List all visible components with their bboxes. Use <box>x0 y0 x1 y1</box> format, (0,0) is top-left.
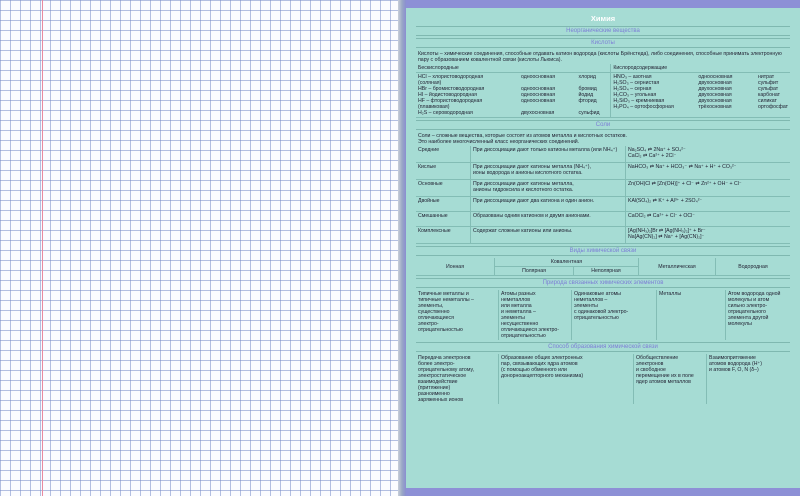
salt-formula: [Ag(NH₃)₂]Br ⇄ [Ag(NH₃)₂]⁺ + Br⁻ Na[Ag(CN)₂] ⇄ Na⁺ + [Ag(CN)₂]⁻ <box>626 227 791 244</box>
nature-polar: Атомы разных неметаллов или металла и неметалла – элементы несущественно отличающиеся электро- отрицательностью <box>499 290 572 340</box>
formation-heading: Способ образования химической связи <box>416 342 790 352</box>
salt-formula: Na₂SO₄ ⇄ 2Na⁺ + SO₄²⁻ CaCl₂ ⇄ Ca²⁺ + 2Cl⁻ <box>626 146 791 163</box>
acids-definition: Кислоты – химические соединения, способные отдавать катион водорода (кислоты Брёнстеда), либо соединения, способные принимать электронную пару с образованием ковалентной связи (кислоты Льюиса). <box>418 51 782 63</box>
metallic-label: Металлическая <box>639 258 716 276</box>
nonpolar-label: Неполярная <box>574 267 639 276</box>
nature-ionic: Типичные металлы и типичные неметаллы – элементы, существенно отличающиеся электро- отрицательностью <box>418 291 474 333</box>
nature-table <box>416 290 790 340</box>
nature-hydrogen: Атом водорода одной молекулы и атом сильно электро- отрицательного элемента другой молекулы <box>726 290 791 340</box>
salt-formula: NaHCO₃ ⇄ Na⁺ + HCO₃⁻ ⇄ Na⁺ + H⁺ + CO₃²⁻ <box>626 163 791 180</box>
formation-hydrogen: Взаимопритяжение атомов водорода (H⁺) и атомов F, O, N (δ–) <box>707 354 791 404</box>
reference-cover <box>406 0 800 496</box>
salt-type: Двойные <box>416 197 471 212</box>
acids-heading: Кислоты <box>416 38 790 48</box>
cover-top-strip <box>406 0 800 8</box>
salt-formula: Zn(OH)Cl ⇄ [Zn(OH)]⁺ + Cl⁻ ⇄ Zn²⁺ + OH⁻ + Cl⁻ <box>626 180 791 197</box>
salt-row <box>416 197 790 212</box>
salt-row <box>416 227 790 244</box>
salts-heading: Соли <box>416 120 790 130</box>
oxygen-free-salts: хлорид бромид йодид фторид сульфид <box>577 73 611 118</box>
salt-desc: При диссоциации дают только катионы металла (или NH₄⁺) <box>471 146 626 163</box>
oxygen-basicity: одноосновная двухосновная двухосновная двухосновная двухосновная трёхосновная <box>696 73 756 118</box>
salt-row <box>416 180 790 197</box>
oxygen-salts: нитрат сульфит сульфат карбонат силикат ортофосфат <box>756 73 790 118</box>
salt-desc: Содержат сложные катионы или анионы. <box>471 227 626 244</box>
hydrogen-label: Водородная <box>716 258 791 276</box>
acids-table <box>416 64 790 118</box>
polar-label: Полярная <box>495 267 574 276</box>
salt-type: Смешанные <box>416 212 471 227</box>
salt-formula: CaOCl₂ ⇄ Ca²⁺ + Cl⁻ + OCl⁻ <box>626 212 791 227</box>
salt-type: Кислые <box>416 163 471 180</box>
salt-desc: Образованы одним катионом и двумя анионами. <box>471 212 626 227</box>
nature-heading: Природа связанных химических элементов <box>416 278 790 288</box>
salt-row <box>416 163 790 180</box>
nature-nonpolar: Одинаковые атомы неметаллов – элементы с одинаковой электро- отрицательностью <box>572 290 657 340</box>
notebook-spine <box>398 0 406 496</box>
oxygen-free-label: Бескислородные <box>416 64 611 73</box>
salt-formula: KAl(SO₄)₂ ⇄ K⁺ + Al³⁺ + 2SO₄²⁻ <box>626 197 791 212</box>
oxygen-free-names: HCl – хлористоводородная (соляная) HBr – бромистоводородная HI – йодистоводородная HF – фтористоводородная (плавиковая) H₂S – сероводородная <box>416 73 519 118</box>
salt-type: Основные <box>416 180 471 197</box>
salt-desc: При диссоциации дают катионы металла, анионы гидроксила и кислотного остатка. <box>471 180 626 197</box>
formation-covalent: Образование общих электронных пар, связывающих ядра атомов (с помощью обменного или донорноакцепторного механизма) <box>499 354 634 404</box>
formation-metallic: Обобществление электронов и свободное перемещение их в поле ядер атомов металлов <box>634 354 707 404</box>
bonds-heading: Виды химической связи <box>416 246 790 256</box>
salts-definition: Соли – сложные вещества, которые состоят из атомов металла и кислотных остатков. Это наиболее многочисленный класс неорганических соединений. <box>418 133 627 145</box>
salt-row <box>416 146 790 163</box>
oxygen-free-basicity: одноосновная одноосновная одноосновная одноосновная двухосновная <box>519 73 577 118</box>
salt-desc: При диссоциации дают катионы металла (NH₄⁺), ионы водорода и анионы кислотного остатка. <box>471 163 626 180</box>
inorganic-heading: Неорганические вещества <box>416 26 790 36</box>
formation-table <box>416 354 790 404</box>
oxygen-names: HNO₃ – азотная H₂SO₃ – сернистая H₂SO₄ – серная H₂CO₃ – угольная H₂SiO₃ – кремниевая H₃PO₄ – ортофосфорная <box>611 73 697 118</box>
oxygen-label: Кислородсодержащие <box>611 64 790 73</box>
formation-ionic: Передача электронов более электро- отрицательному атому, электростатическое взаимодействие (притяжение) разноименно заряженных ионов <box>418 355 474 403</box>
salt-type: Средние <box>416 146 471 163</box>
margin-line <box>42 0 43 496</box>
nature-metallic: Металлы <box>657 290 726 340</box>
bond-types-table <box>416 258 790 276</box>
salts-table <box>416 146 790 244</box>
salt-type: Комплексные <box>416 227 471 244</box>
cover-bottom-strip <box>406 488 800 496</box>
salt-row <box>416 212 790 227</box>
notebook-grid-page <box>0 0 398 496</box>
chemistry-reference <box>416 14 790 404</box>
covalent-label: Ковалентная <box>495 258 639 267</box>
page-title: Химия <box>590 14 616 23</box>
salt-desc: При диссоциации дают два катиона и один анион. <box>471 197 626 212</box>
ionic-label: Ионная <box>416 258 495 276</box>
